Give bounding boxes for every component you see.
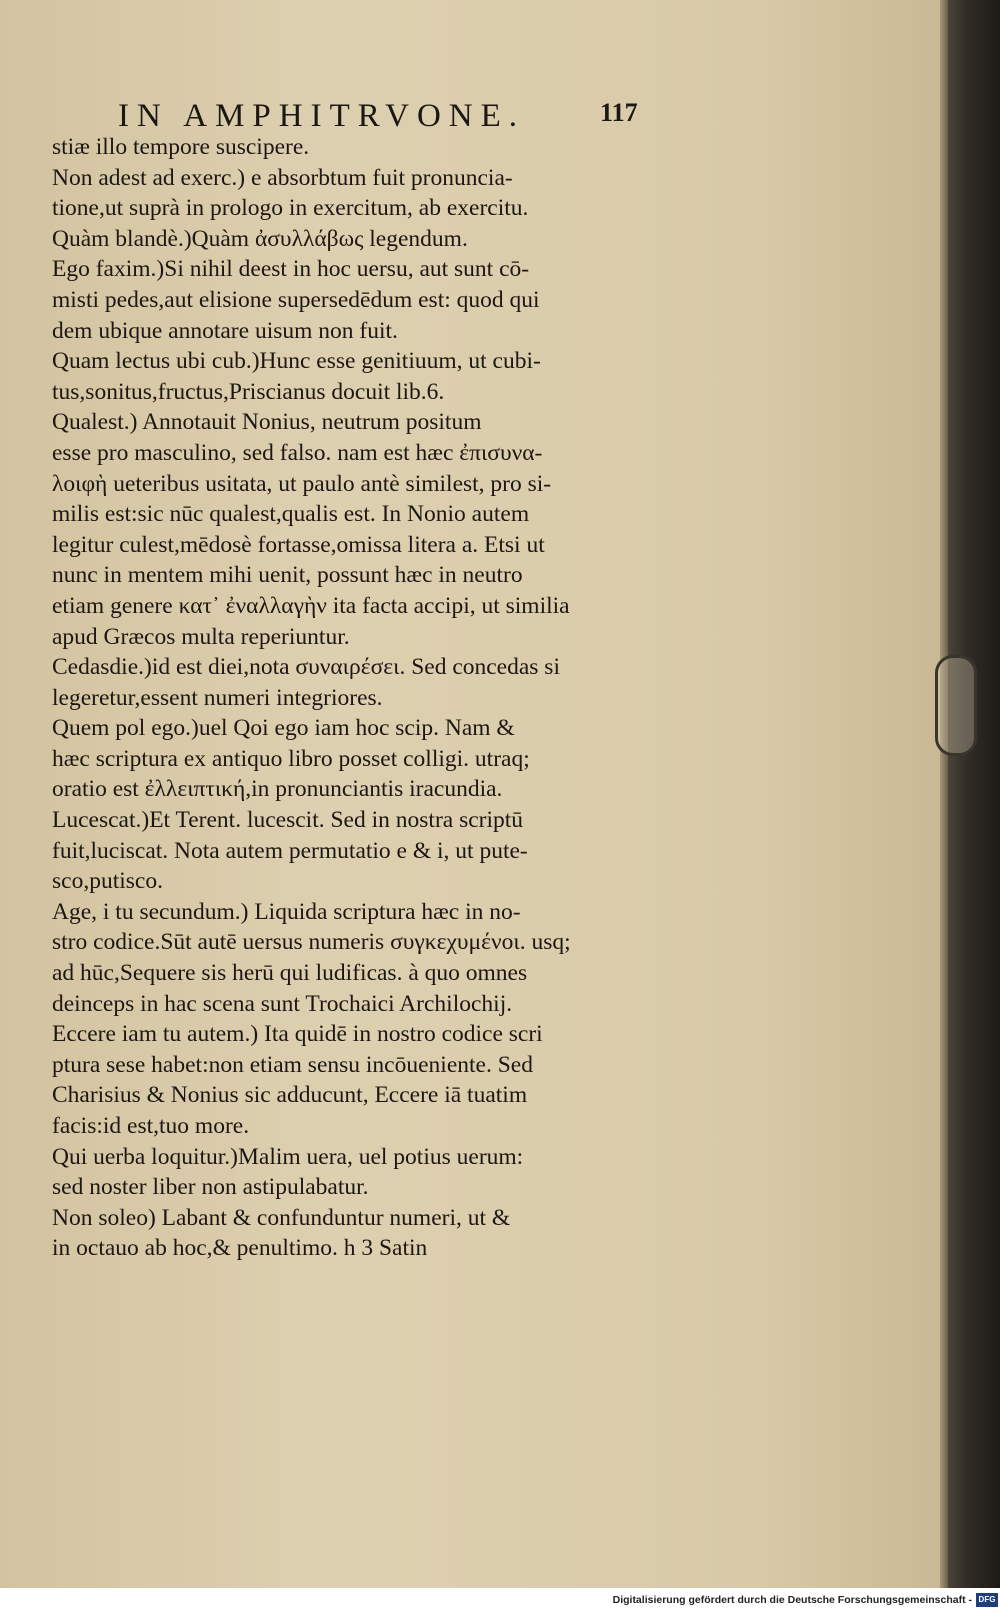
book-binding [948, 0, 1000, 1588]
text-line: tione,ut suprà in prologo in exercitum, ab exercitu. [52, 195, 529, 222]
text-line: etiam genere κατ᾽ ἐναλλαγὴν ita facta accipi, ut similia [52, 592, 570, 619]
footer-bar [0, 1588, 1000, 1616]
text-line: deinceps in hac scena sunt Trochaici Archilochij. [52, 990, 513, 1017]
text-line: hæc scriptura ex antiquo libro posset colligi. utraq; [52, 745, 530, 772]
clasp-ring [935, 655, 977, 756]
text-line: sco,putisco. [52, 868, 163, 895]
dfg-logo: DFG [976, 1593, 998, 1607]
text-line: Quam lectus ubi cub.)Hunc esse genitiuum, ut cubi- [52, 348, 541, 375]
text-line: Non adest ad exerc.) e absorbtum fuit pronuncia- [52, 164, 513, 191]
digitization-credit: Digitalisierung gefördert durch die Deutsche Forschungsgemeinschaft - [612, 1594, 972, 1606]
text-line: fuit,luciscat. Nota autem permutatio e & i, ut pute- [52, 837, 528, 864]
text-line: Qui uerba loquitur.)Malim uera, uel potius uerum: [52, 1143, 524, 1170]
text-line: Quàm blandè.)Quàm ἀσυλλάβως legendum. [52, 225, 468, 252]
text-line: ad hūc,Sequere sis herū qui ludificas. à quo omnes [52, 960, 528, 987]
text-line: Lucescat.)Et Terent. lucescit. Sed in nostra scriptū [52, 807, 524, 834]
text-line: in octauo ab hoc,& penultimo. h 3 Satin [52, 1235, 428, 1262]
text-line: Ego faxim.)Si nihil deest in hoc uersu, aut sunt cō- [52, 256, 530, 283]
text-line: Charisius & Nonius sic adducunt, Eccere iā tuatim [52, 1082, 528, 1109]
text-line: nunc in mentem mihi uenit, possunt hæc in neutro [52, 562, 523, 589]
text-line: Non soleo) Labant & confunduntur numeri, ut & [52, 1204, 511, 1231]
text-line: legitur culest,mēdosè fortasse,omissa litera a. Etsi ut [52, 531, 545, 558]
body-text [52, 132, 642, 1264]
text-line: λοιφὴ ueteribus usitata, ut paulo antè similest, pro si- [52, 470, 552, 497]
page-edge [940, 0, 948, 1588]
text-line: stiæ illo tempore suscipere. [52, 134, 310, 160]
running-head: IN AMPHITRVONE. [118, 98, 526, 134]
text-line: esse pro masculino, sed falso. nam est hæc ἐπισυνα- [52, 439, 543, 466]
text-line: dem ubique annotare uisum non fuit. [52, 317, 398, 344]
text-line: Cedasdie.)id est diei,nota συναιρέσει. Sed concedas si [52, 654, 560, 681]
text-line: milis est:sic nūc qualest,qualis est. In Nonio autem [52, 501, 530, 528]
text-line: oratio est ἐλλειπτική,in pronunciantis iracundia. [52, 776, 503, 803]
text-line: sed noster liber non astipulabatur. [52, 1174, 369, 1201]
text-line: apud Græcos multa reperiuntur. [52, 623, 350, 650]
text-line: facis:id est,tuo more. [52, 1113, 250, 1139]
text-line: misti pedes,aut elisione supersedēdum est: quod qui [52, 286, 540, 313]
text-line: stro codice.Sūt autē uersus numeris συγκεχυμένοι. usq; [52, 929, 571, 956]
text-line: tus,sonitus,fructus,Priscianus docuit lib.6. [52, 378, 445, 405]
text-line: ptura sese habet:non etiam sensu incōueniente. Sed [52, 1051, 533, 1078]
folio-number: 117 [600, 98, 638, 127]
text-line: Qualest.) Annotauit Nonius, neutrum positum [52, 409, 482, 436]
text-line: Eccere iam tu autem.) Ita quidē in nostro codice scri [52, 1021, 543, 1048]
text-line: legeretur,essent numeri integriores. [52, 684, 383, 711]
text-line: Age, i tu secundum.) Liquida scriptura hæc in no- [52, 898, 521, 925]
text-line: Quem pol ego.)uel Qoi ego iam hoc scip. Nam & [52, 715, 515, 742]
